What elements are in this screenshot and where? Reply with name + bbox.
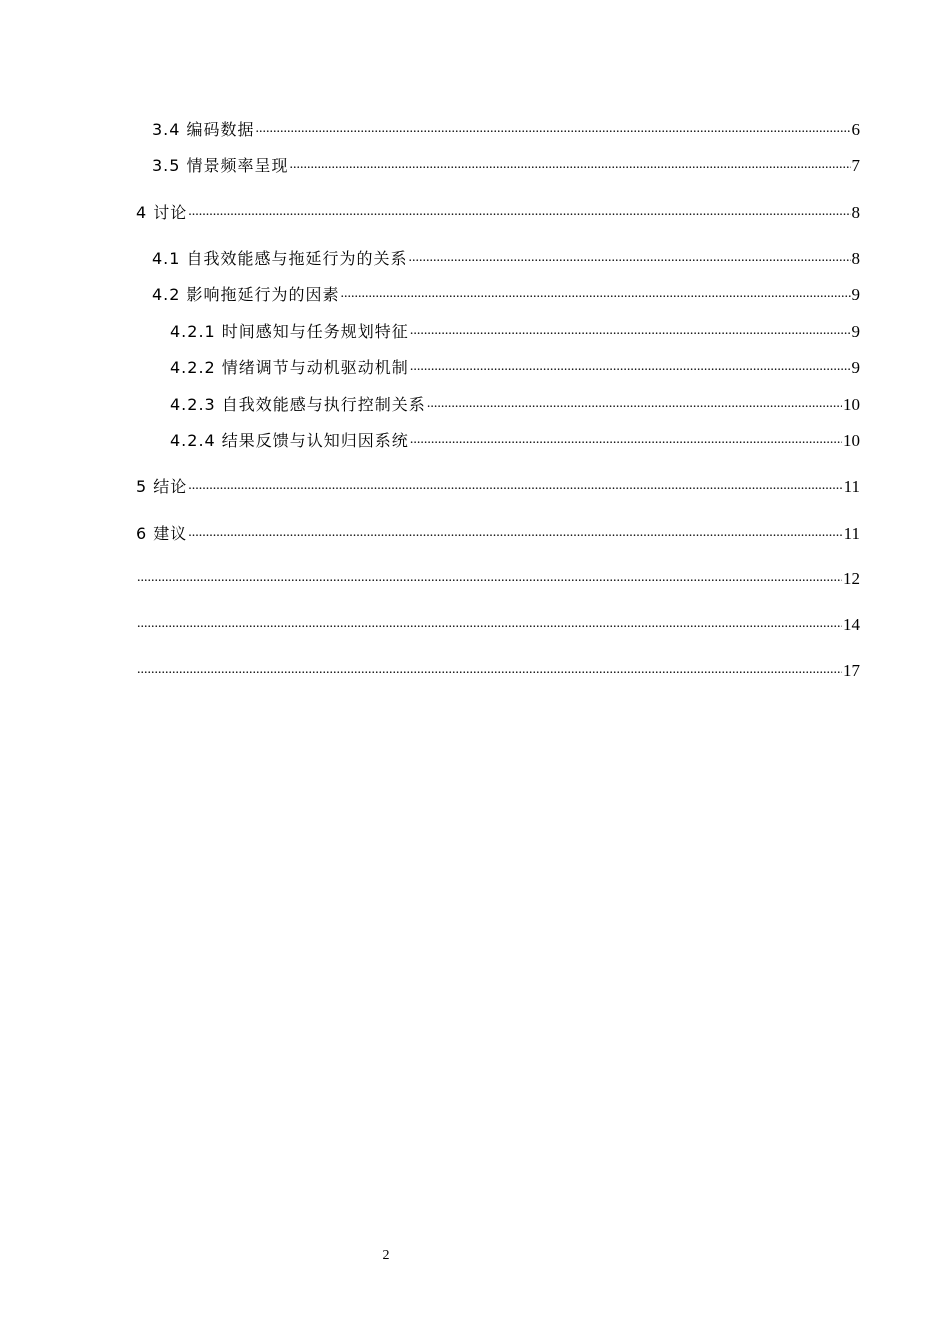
toc-entry-page: 8 [851,203,860,222]
toc-dot-leader [137,661,842,679]
toc-entry-page: 7 [851,156,860,175]
toc-entry-page: 9 [851,285,860,304]
toc-entry-label: 4 讨论 [136,203,188,222]
toc-entry-page: 10 [843,431,860,450]
toc-entry-label: 3.5 情景频率呈现 [152,156,289,175]
toc-entry-label: 4.2.3 自我效能感与执行控制关系 [170,395,426,414]
toc-dot-leader [256,120,851,138]
toc-entry-6[interactable] [136,522,860,544]
toc-entry-3-4[interactable] [152,118,860,140]
toc-entry-page: 6 [851,120,860,139]
page-number: 2 [382,1248,390,1263]
toc-dot-leader [410,322,851,340]
toc-entry-label: 4.2.1 时间感知与任务规划特征 [170,322,409,341]
toc-entry-4-2-3[interactable] [170,393,860,415]
toc-dot-leader [188,524,842,542]
toc-entry-page: 9 [851,358,860,377]
toc-dot-leader [188,477,842,495]
toc-entry-page: 17 [843,661,860,680]
toc-entry-label: 3.4 编码数据 [152,120,255,139]
toc-entry-4-2-4[interactable] [170,429,860,451]
toc-entry-page: 8 [851,249,860,268]
toc-entry-4[interactable] [136,201,860,223]
toc-entry-page: 11 [843,524,860,543]
toc-dot-leader [137,615,842,633]
toc-dot-leader [410,358,851,376]
toc-entry-label: 4.2.4 结果反馈与认知归因系统 [170,431,409,450]
toc-entry-label: 4.1 自我效能感与拖延行为的关系 [152,249,408,268]
toc-dot-leader [188,203,850,221]
toc-entry-5[interactable] [136,475,860,497]
toc-entry-page: 12 [843,569,860,588]
toc-dot-leader [410,431,842,449]
toc-entry-4-1[interactable] [152,247,860,269]
toc-entry-page: 9 [851,322,860,341]
toc-dot-leader [341,285,851,303]
toc-entry-4-2-2[interactable] [170,356,860,378]
toc-entry-4-2-1[interactable] [170,320,860,342]
toc-dot-leader [409,249,851,267]
toc-entry-3-5[interactable] [152,154,860,176]
toc-entry-page: 10 [843,395,860,414]
toc-entry-label: 4.2.2 情绪调节与动机驱动机制 [170,358,409,377]
toc-entry-page: 14 [843,615,860,634]
toc-dot-leader [290,156,851,174]
toc-entry-4-2[interactable] [152,283,860,305]
toc-entry-page: 11 [843,477,860,496]
toc-dot-leader [427,395,842,413]
toc-entry-untitled-2[interactable] [136,613,860,635]
toc-entry-untitled-3[interactable] [136,659,860,681]
toc-entry-label: 5 结论 [136,477,188,496]
toc-entry-label: 6 建议 [136,524,188,543]
toc-entry-untitled-1[interactable] [136,567,860,589]
toc-entry-label: 4.2 影响拖延行为的因素 [152,285,340,304]
toc-dot-leader [137,569,842,587]
